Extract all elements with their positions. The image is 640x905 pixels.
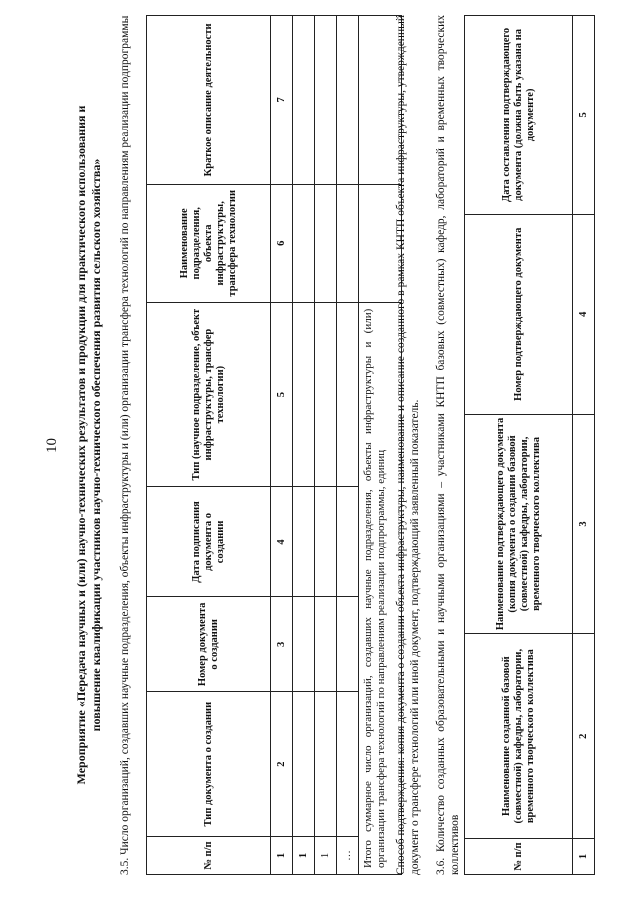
table-3-6: [464, 15, 595, 875]
column-number: 1: [271, 837, 293, 875]
header-cell: № п/п: [147, 837, 271, 875]
table-cell: [293, 692, 315, 837]
table-cell: [293, 16, 315, 185]
table-cell: [315, 184, 337, 302]
column-number: 2: [573, 634, 595, 839]
column-number: 7: [271, 16, 293, 185]
column-number: 5: [573, 16, 595, 215]
table-row: [293, 16, 315, 875]
table-cell: [315, 16, 337, 185]
page-number: 10: [44, 438, 60, 453]
table-cell: [315, 302, 337, 487]
table-cell: [337, 487, 359, 597]
column-number: 4: [573, 214, 595, 414]
table-cell: [337, 597, 359, 692]
column-number: 2: [271, 692, 293, 837]
section-3-5-confirmation: Способ подтверждения: копия документа о создании объекта инфраструктуры, наименование и описание созданного в рамках КНТП объекта инфраструктуры, утвержденный документ о трансфере технологий или иной документ, подтверждающий заявленный показатель.: [395, 15, 421, 875]
header-cell: Дата составления подтверждающего документа (должна быть указана на документе): [465, 16, 573, 215]
column-number-row: [271, 16, 293, 875]
table-row: [315, 16, 337, 875]
total-label: Итого суммарное число организаций, создавших научные подразделения, объекты инфраструктуры и (или) организации трансфера технологий по направлениям реализации подпрограммы, единиц: [359, 302, 402, 874]
table-row: [337, 16, 359, 875]
row-number: …: [337, 837, 359, 875]
section-3-6-text: 3.6. Количество созданных образовательными и научными организациями – участниками КНТП базовых (совместных) кафедр, лабораторий и временных творческих коллективов: [435, 15, 461, 875]
table-cell: [315, 487, 337, 597]
table-cell: [337, 184, 359, 302]
table-cell: [315, 597, 337, 692]
table-cell: [337, 16, 359, 185]
table-cell: [293, 302, 315, 487]
table-header-row: [465, 16, 573, 875]
header-cell: Краткое описание деятельности: [147, 16, 271, 185]
table-cell: [337, 302, 359, 487]
table-cell: [293, 184, 315, 302]
header-cell: Номер документа о создании: [147, 597, 271, 692]
column-number: 5: [271, 302, 293, 487]
table-cell: [293, 597, 315, 692]
table-cell: [293, 487, 315, 597]
column-number: 1: [573, 839, 595, 875]
header-cell: Тип (научное подразделение, объект инфраструктуры, трансфер технологии): [147, 302, 271, 487]
header-cell: № п/п: [465, 839, 573, 875]
table-header-row: [147, 16, 271, 875]
column-number: 6: [271, 184, 293, 302]
column-number: 3: [573, 414, 595, 634]
header-cell: Наименование подразделения, объекта инфраструктуры, трансфера технологии: [147, 184, 271, 302]
section-3-5-text: 3.5. Число организаций, создавших научные подразделения, объекты инфраструктуры и (или) организации трансфера технологий по направлениям реализации подпрограммы: [119, 15, 131, 875]
row-number: 1: [315, 837, 337, 875]
table-cell: [337, 692, 359, 837]
table-cell: [315, 692, 337, 837]
header-cell: Номер подтверждающего документа: [465, 214, 573, 414]
page-title: Мероприятие «Передача научных и (или) научно-технических результатов и продукции для практического использования и повышение квалификации участников научно-технического обеспечения развития сельского хозяйства»: [74, 105, 103, 785]
header-cell: Наименование подтверждающего документа (копия документа о создании базовой (совместной) кафедры, лаборатории, временного творческого коллектива: [465, 414, 573, 634]
header-cell: Наименование созданной базовой (совместной) кафедры, лаборатории, временного творческого коллектива: [465, 634, 573, 839]
header-cell: Тип документа о создании: [147, 692, 271, 837]
header-cell: Дата подписания документа о создании: [147, 487, 271, 597]
table-3-5: [146, 15, 402, 875]
row-number: 1: [293, 837, 315, 875]
column-number-row: [573, 16, 595, 875]
column-number: 4: [271, 487, 293, 597]
column-number: 3: [271, 597, 293, 692]
